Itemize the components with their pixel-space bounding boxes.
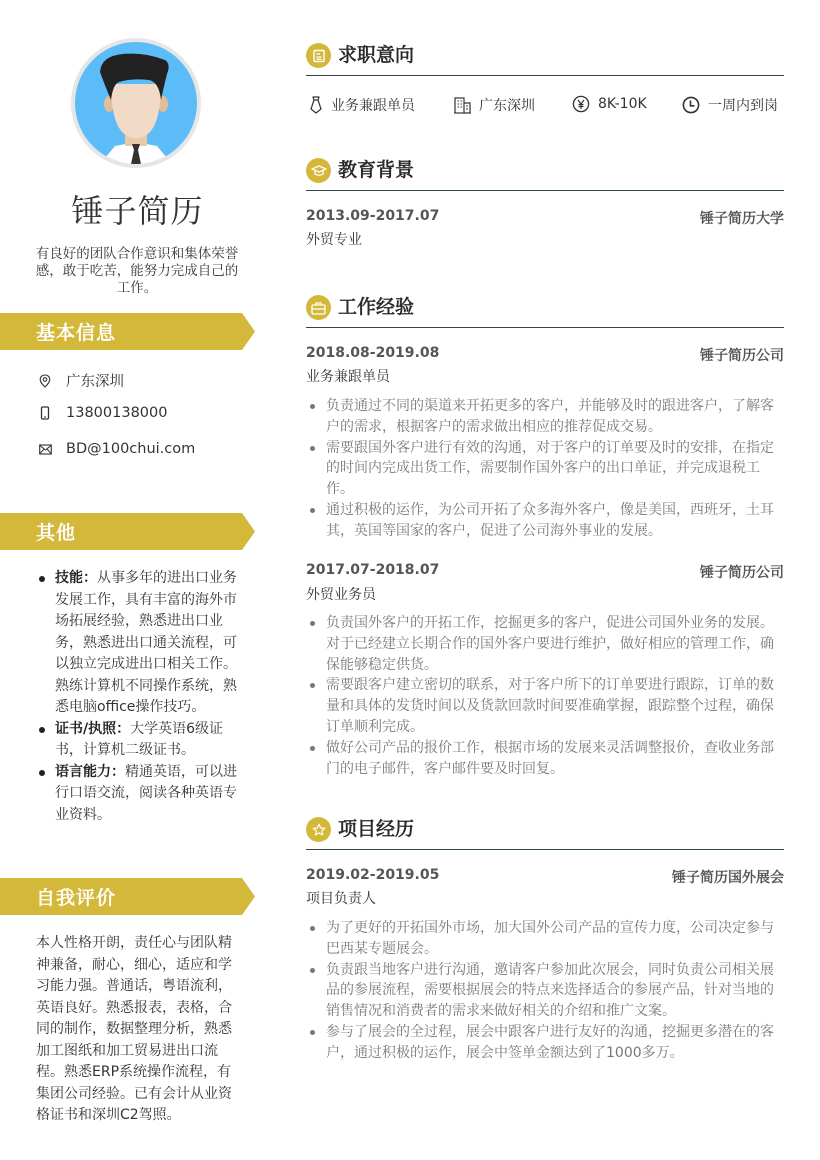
bullet-item: 负责跟当地客户进行沟通，邀请客户参加此次展会，同时负责公司相关展品的参展流程，需要根据展会的特点来选择适合的参展产品，针对当地的销售情况和消费者的需求来做好相关的介绍和推广文案。 (306, 960, 784, 1022)
briefcase-icon (306, 295, 331, 320)
item-label: 证书/执照： (55, 720, 131, 737)
section-title: 工作经验 (338, 296, 415, 318)
location-pin-icon (38, 374, 52, 388)
section-header-projects (306, 814, 784, 850)
bullet-item: 参与了展会的全过程，展会中跟客户进行友好的沟通，挖掘更多潜在的客户，通过积极的运作，展会中签单金额达到了1000多万。 (306, 1022, 784, 1064)
entry-date: 2017.07-2018.07 (306, 562, 440, 578)
item-text: 大学英语6级证书，计算机二级证书。 (55, 720, 224, 758)
section-banner-self-eval (0, 878, 255, 915)
bullet-item: 负责国外客户的开拓工作，挖掘更多的客户，促进公司国外业务的发展。对于已经建立长期合作的国外客户要进行维护，做好相应的管理工作，确保能够稳定供货。 (306, 613, 784, 675)
entry-date: 2018.08-2019.08 (306, 345, 440, 361)
envelope-icon (38, 442, 52, 456)
bullet-item: 为了更好的开拓国外市场，加大国外公司产品的宣传力度，公司决定参与巴西某专题展会。 (306, 918, 784, 960)
section-header-work (306, 292, 784, 328)
list-item (36, 762, 241, 827)
item-label: 技能： (55, 570, 97, 586)
section-title: 求职意向 (338, 44, 415, 66)
avatar (71, 38, 201, 168)
project-bullets (306, 918, 784, 1064)
section-title: 基本信息 (36, 322, 117, 344)
contact-location (38, 370, 124, 391)
item-text: 从事多年的进出口业务发展工作，具有丰富的海外市场拓展经验，熟悉进出口业务，熟悉进出口通关流程，可以独立完成进出口相关工作。 熟练计算机不同操作系统，熟悉电脑office操作技巧。 (55, 570, 237, 715)
item-text: 精通英语，可以进行口语交流，阅读各种英语专业资料。 (55, 763, 237, 823)
avatar-illustration (75, 42, 197, 164)
other-list (36, 568, 241, 826)
entry-role: 外贸专业 (306, 232, 362, 248)
contact-email (38, 441, 195, 457)
bullet-item: 负责通过不同的渠道来开拓更多的客户，并能够及时的跟进客户，了解客户的需求，根据客户的需求做出相应的推荐促成交易。 (306, 396, 784, 438)
work-bullets (306, 613, 784, 779)
entry-org: 锤子简历国外展会 (672, 870, 784, 886)
tie-icon (309, 96, 323, 114)
section-title: 其他 (36, 522, 77, 544)
section-header-job-intent (306, 40, 784, 76)
mobile-phone-icon (38, 406, 52, 420)
left-column (0, 0, 275, 1160)
building-icon (454, 97, 471, 114)
intent-salary (572, 95, 647, 113)
section-header-education (306, 155, 784, 191)
entry-date: 2019.02-2019.05 (306, 867, 440, 883)
section-title: 项目经历 (338, 818, 415, 840)
intent-city (454, 95, 535, 115)
section-title: 教育背景 (338, 159, 415, 181)
entry-date: 2013.09-2017.07 (306, 208, 440, 224)
contact-text: 广东深圳 (66, 374, 124, 390)
intent-position (309, 95, 415, 115)
entry-org: 锤子简历公司 (700, 348, 784, 364)
section-title: 自我评价 (36, 887, 117, 909)
entry-role: 业务兼跟单员 (306, 369, 390, 385)
project-entry-header (306, 867, 784, 886)
item-label: 语言能力： (55, 763, 125, 780)
work-entry-header (306, 562, 784, 581)
contact-text: 13800138000 (66, 405, 168, 421)
entry-role: 外贸业务员 (306, 587, 376, 603)
contact-text: BD@100chui.com (66, 441, 196, 457)
intent-availability (682, 95, 778, 115)
entry-role: 项目负责人 (306, 891, 376, 907)
entry-org: 锤子简历公司 (700, 565, 784, 581)
document-icon (306, 43, 331, 68)
star-icon (306, 817, 331, 842)
intent-text: 业务兼跟单员 (331, 98, 415, 114)
graduation-cap-icon (306, 158, 331, 183)
contact-phone (38, 405, 167, 421)
list-item (36, 568, 241, 719)
intent-text: 8K-10K (598, 96, 647, 112)
yen-icon (572, 95, 590, 113)
entry-org: 锤子简历大学 (700, 211, 784, 227)
intent-text: 广东深圳 (479, 98, 535, 114)
work-bullets (306, 396, 784, 542)
job-intent-row (306, 95, 784, 117)
bullet-item: 做好公司产品的报价工作，根据市场的发展来灵活调整报价，查收业务部门的电子邮件，客户邮件要及时回复。 (306, 738, 784, 780)
bullet-item: 需要跟客户建立密切的联系，对于客户所下的订单要进行跟踪，订单的数量和具体的发货时间以及货款回款时间要准确掌握，跟踪整个过程，确保订单顺利完成。 (306, 675, 784, 737)
motto: 有良好的团队合作意识和集体荣誉感，敢于吃苦，能努力完成自己的工作。 (35, 246, 239, 296)
section-banner-basic-info (0, 313, 255, 350)
section-banner-other (0, 513, 255, 550)
bullet-item: 需要跟国外客户进行有效的沟通，对于客户的订单要及时的安排，在指定的时间内完成出货工作，需要制作国外客户的出口单证，并完成退税工作。 (306, 438, 784, 500)
candidate-name: 锤子简历 (71, 192, 204, 230)
intent-text: 一周内到岗 (708, 98, 778, 114)
work-entry-header (306, 345, 784, 364)
clock-icon (682, 96, 700, 114)
list-item (36, 719, 241, 762)
education-entry-header (306, 208, 784, 227)
bullet-item: 通过积极的运作，为公司开拓了众多海外客户，像是美国，西班牙，土耳其，英国等国家的客户，促进了公司海外事业的发展。 (306, 500, 784, 542)
self-eval-text: 本人性格开朗，责任心与团队精神兼备，耐心，细心，适应和学习能力强。普通话，粤语流利，英语良好。熟悉报表，表格，合同的制作，数据整理分析，熟悉加工图纸和加工贸易进出口流程。熟悉ERP系统操作流程，有集团公司经验。已有会计从业资格证书和深圳C2驾照。 (36, 935, 232, 1123)
